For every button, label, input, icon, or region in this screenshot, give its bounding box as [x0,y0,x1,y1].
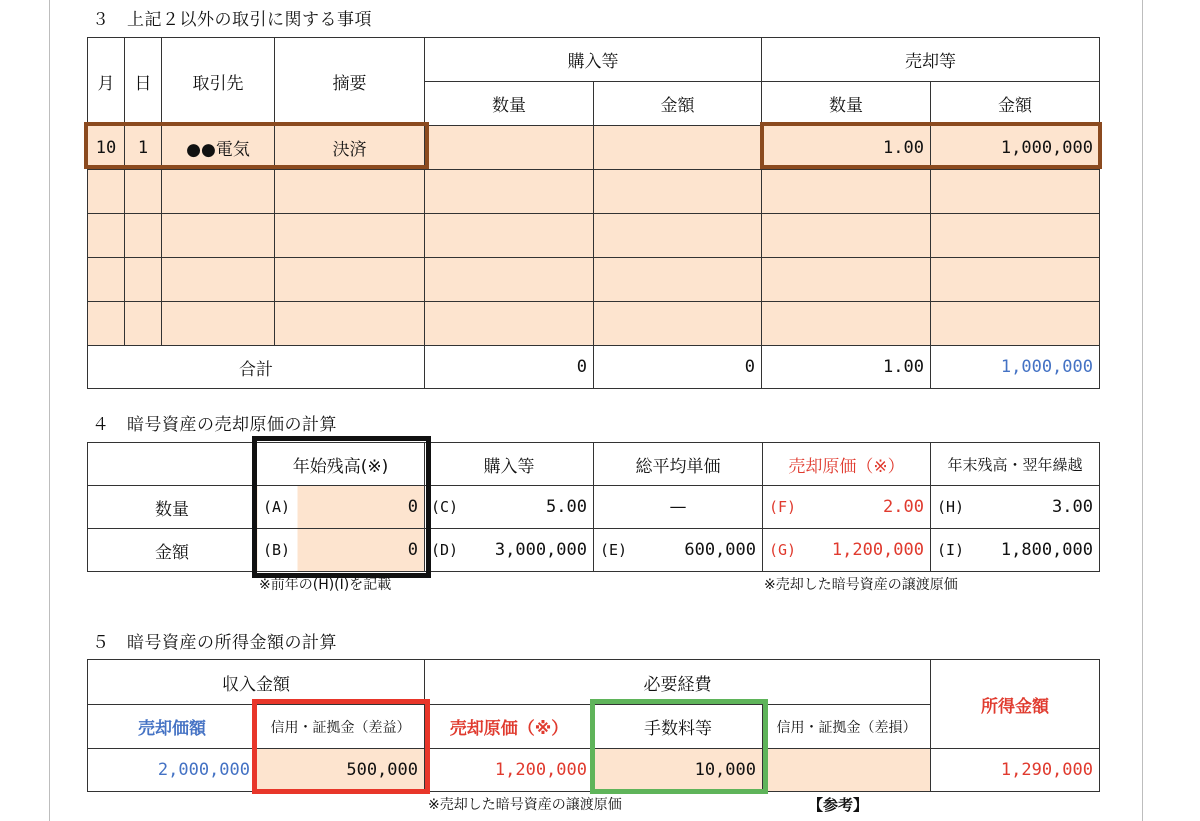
note-previous-year: ※前年の(H)(I)を記載 [259,577,392,593]
empty-cell[interactable] [594,170,762,214]
expenses-header: 必要経費 [425,660,931,705]
partner-header: 取引先 [162,38,275,126]
sale-qty-header: 数量 [762,82,931,126]
empty-cell[interactable] [425,214,594,258]
purchase-qty-cell [425,486,594,529]
key-g: (G) [769,541,797,559]
purchase-qty: 5.00 [546,497,587,517]
row1-sell-qty[interactable]: 1.00 [762,126,931,170]
empty-cell[interactable] [425,302,594,346]
opening-amount[interactable]: 0 [407,540,418,560]
corner-cell [88,443,257,486]
empty-cell[interactable] [762,214,931,258]
sale-price-value: 2,000,000 [88,749,257,792]
empty-cell[interactable] [125,302,162,346]
margin-gain-header: 信用・証拠金（差益） [257,705,425,749]
result-header: 所得金額 [931,660,1100,749]
fees-header: 手数料等 [594,705,763,749]
margin-loss-value[interactable] [763,749,931,792]
row1-day[interactable]: 1 [125,126,162,170]
row1-month[interactable]: 10 [88,126,125,170]
cost-header: 売却原価（※） [425,705,594,749]
empty-cell[interactable] [162,258,275,302]
empty-cell[interactable] [931,170,1100,214]
empty-cell[interactable] [594,214,762,258]
avg-price-qty: — [594,486,763,529]
cost-amount: 1,200,000 [831,540,924,560]
row1-buy-qty[interactable] [425,126,594,170]
day-header: 日 [125,38,162,126]
empty-cell[interactable] [125,258,162,302]
avg-price-amount-cell [594,529,763,572]
empty-cell[interactable] [275,302,425,346]
section5-heading: ５ 暗号資産の所得金額の計算 [92,633,337,653]
row1-summary[interactable]: 決済 [275,126,425,170]
cost-qty-cell [763,486,931,529]
cost-value: 1,200,000 [425,749,594,792]
purchase-amount: 3,000,000 [494,540,587,560]
empty-cell[interactable] [931,258,1100,302]
reference-label: 【参考】 [808,796,869,814]
highlight-frame-opening [252,436,431,578]
income-header: 収入金額 [88,660,425,705]
empty-cell[interactable] [594,302,762,346]
opening-qty[interactable]: 0 [407,497,418,517]
note-cost-bottom: ※売却した暗号資産の譲渡原価 [428,797,622,813]
empty-cell[interactable] [125,170,162,214]
purchase-header: 購入等 [425,38,762,82]
closing-qty: 3.00 [1052,497,1093,517]
cost-qty: 2.00 [883,497,924,517]
empty-cell[interactable] [88,302,125,346]
key-c: (C) [431,498,459,516]
table-row [88,258,1100,302]
margin-gain-value[interactable]: 500,000 [257,749,425,792]
highlight-frame-fees [590,699,768,794]
fees-value[interactable]: 10,000 [594,749,763,792]
highlight-frame-margin-gain [252,699,430,794]
empty-cell[interactable] [931,302,1100,346]
closing-header: 年末残高・翌年繰越 [931,443,1100,486]
empty-cell[interactable] [88,170,125,214]
sale-price-header: 売却価額 [88,705,257,749]
opening-header: 年始残高(※) [257,443,425,486]
key-i: (I) [937,541,965,559]
empty-cell[interactable] [931,214,1100,258]
key-b: (B) [263,541,291,559]
empty-cell[interactable] [762,302,931,346]
table-row [88,302,1100,346]
empty-cell[interactable] [275,214,425,258]
empty-cell[interactable] [425,258,594,302]
highlight-frame-sale [760,122,1102,169]
empty-cell[interactable] [88,258,125,302]
empty-cell[interactable] [162,170,275,214]
table-row [88,214,1100,258]
key-f: (F) [769,498,797,516]
empty-cell[interactable] [425,170,594,214]
closing-amount-cell [931,529,1100,572]
cost-table [87,442,1100,572]
section4-heading: ４ 暗号資産の売却原価の計算 [92,415,337,435]
row1-buy-amount[interactable] [594,126,762,170]
total-buy-qty: 0 [425,346,594,389]
total-sell-qty: 1.00 [762,346,931,389]
margin-loss-header: 信用・証拠金（差損） [763,705,931,749]
cost-header: 売却原価（※） [763,443,931,486]
total-buy-amount: 0 [594,346,762,389]
note-cost: ※売却した暗号資産の譲渡原価 [764,577,958,593]
row1-sell-amount[interactable]: 1,000,000 [931,126,1100,170]
empty-cell[interactable] [594,258,762,302]
section3-heading: ３ 上記２以外の取引に関する事項 [92,10,372,30]
key-h: (H) [937,498,965,516]
key-e: (E) [600,541,628,559]
avg-price-header: 総平均単価 [594,443,763,486]
highlight-frame-row-info [84,122,429,169]
row1-partner[interactable]: ●●電気 [162,126,275,170]
purchase-header: 購入等 [425,443,594,486]
empty-cell[interactable] [88,214,125,258]
key-a: (A) [263,498,291,516]
purchase-qty-header: 数量 [425,82,594,126]
empty-cell[interactable] [762,170,931,214]
amount-row-label: 金額 [88,529,257,572]
sale-header: 売却等 [762,38,1100,82]
table-row [88,170,1100,214]
closing-qty-cell [931,486,1100,529]
summary-header: 摘要 [275,38,425,126]
purchase-amount-cell [425,529,594,572]
empty-cell[interactable] [162,302,275,346]
empty-cell[interactable] [162,214,275,258]
total-row [88,346,1100,389]
empty-cell[interactable] [275,258,425,302]
total-label: 合計 [88,346,425,389]
empty-cell[interactable] [275,170,425,214]
empty-cell[interactable] [762,258,931,302]
month-header: 月 [88,38,125,126]
sale-amount-header: 金額 [931,82,1100,126]
result-value: 1,290,000 [931,749,1100,792]
cost-amount-cell [763,529,931,572]
closing-amount: 1,800,000 [1000,540,1093,560]
transactions-table [87,37,1100,389]
avg-price-amount: 600,000 [684,540,756,560]
qty-row-label: 数量 [88,486,257,529]
total-sell-amount: 1,000,000 [931,346,1100,389]
empty-cell[interactable] [125,214,162,258]
key-d: (D) [431,541,459,559]
purchase-amount-header: 金額 [594,82,762,126]
